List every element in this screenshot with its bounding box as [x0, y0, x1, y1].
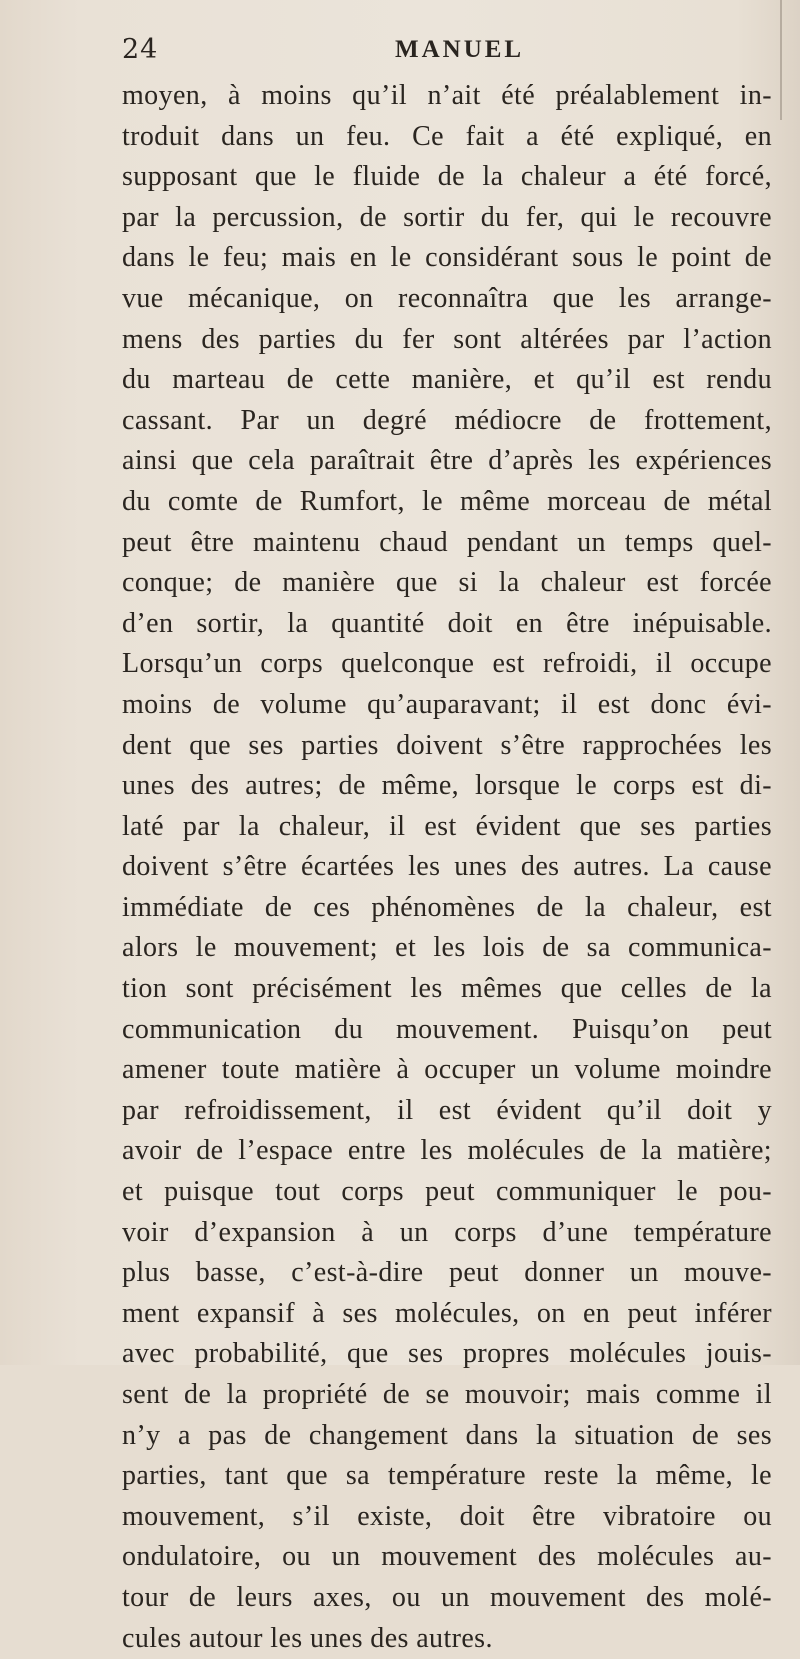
text-line: tion sont précisément les mêmes que celles de la: [122, 973, 772, 1005]
running-title: MANUEL: [395, 36, 525, 63]
text-line: alors le mouvement; et les lois de sa communica-: [122, 932, 772, 964]
text-line: ainsi que cela paraîtrait être d’après les expériences: [122, 445, 772, 477]
text-line: conque; de manière que si la chaleur est forcée: [122, 567, 772, 599]
text-line: mouvement, s’il existe, doit être vibratoire ou: [122, 1500, 772, 1532]
text-line: parties, tant que sa température reste la même, le: [122, 1460, 772, 1492]
text-line: doivent s’être écartées les unes des autres. La cause: [122, 851, 772, 883]
text-line: sent de la propriété de se mouvoir; mais comme il: [122, 1379, 772, 1410]
text-line: avoir de l’espace entre les molécules de la matière;: [122, 1135, 772, 1167]
text-line: cassant. Par un degré médiocre de frottement,: [122, 404, 772, 436]
page-header: [0, 34, 800, 68]
text-line: communication du mouvement. Puisqu’on peut: [122, 1013, 772, 1045]
text-line: Lorsqu’un corps quelconque est refroidi, il occupe: [122, 648, 772, 680]
text-line: du comte de Rumfort, le même morceau de métal: [122, 485, 772, 517]
text-line: avec probabilité, que ses propres molécules jouis-: [122, 1338, 772, 1370]
text-line: moyen, à moins qu’il n’ait été préalablement in-: [122, 80, 772, 111]
text-line: d’en sortir, la quantité doit en être inépuisable.: [122, 607, 772, 639]
text-line-last: cules autour les unes des autres.: [122, 1622, 493, 1654]
text-line: moins de volume qu’auparavant; il est donc évi-: [122, 688, 772, 720]
text-line: tour de leurs axes, ou un mouvement des molé-: [122, 1581, 772, 1613]
text-line: mens des parties du fer sont altérées par l’action: [122, 323, 772, 355]
body-text: [122, 76, 772, 1659]
text-line: ment expansif à ses molécules, on en peut inférer: [122, 1297, 772, 1329]
text-line: immédiate de ces phénomènes de la chaleur, est: [122, 891, 772, 923]
text-line: dans le feu; mais en le considérant sous le point de: [122, 242, 772, 274]
text-line: vue mécanique, on reconnaîtra que les arrange-: [122, 282, 772, 314]
text-line: amener toute matière à occuper un volume moindre: [122, 1054, 772, 1086]
text-line: peut être maintenu chaud pendant un temps quel-: [122, 526, 772, 558]
text-line: du marteau de cette manière, et qu’il est rendu: [122, 364, 772, 396]
text-line: n’y a pas de changement dans la situation de ses: [122, 1419, 772, 1451]
text-line: unes des autres; de même, lorsque le corps est di-: [122, 770, 772, 802]
text-line: et puisque tout corps peut communiquer le pou-: [122, 1176, 772, 1208]
text-line: ondulatoire, ou un mouvement des molécules au-: [122, 1541, 772, 1573]
text-line: par la percussion, de sortir du fer, qui le recouvre: [122, 201, 772, 233]
text-line: dent que ses parties doivent s’être rapprochées les: [122, 729, 772, 761]
text-line: troduit dans un feu. Ce fait a été expliqué, en: [122, 120, 772, 152]
text-line: plus basse, c’est-à-dire peut donner un mouve-: [122, 1257, 772, 1289]
text-line: voir d’expansion à un corps d’une température: [122, 1216, 772, 1248]
text-line: laté par la chaleur, il est évident que ses parties: [122, 810, 772, 842]
text-line: par refroidissement, il est évident qu’il doit y: [122, 1094, 772, 1126]
page-number: 24: [122, 34, 159, 65]
text-line: supposant que le fluide de la chaleur a été forcé,: [122, 161, 772, 193]
